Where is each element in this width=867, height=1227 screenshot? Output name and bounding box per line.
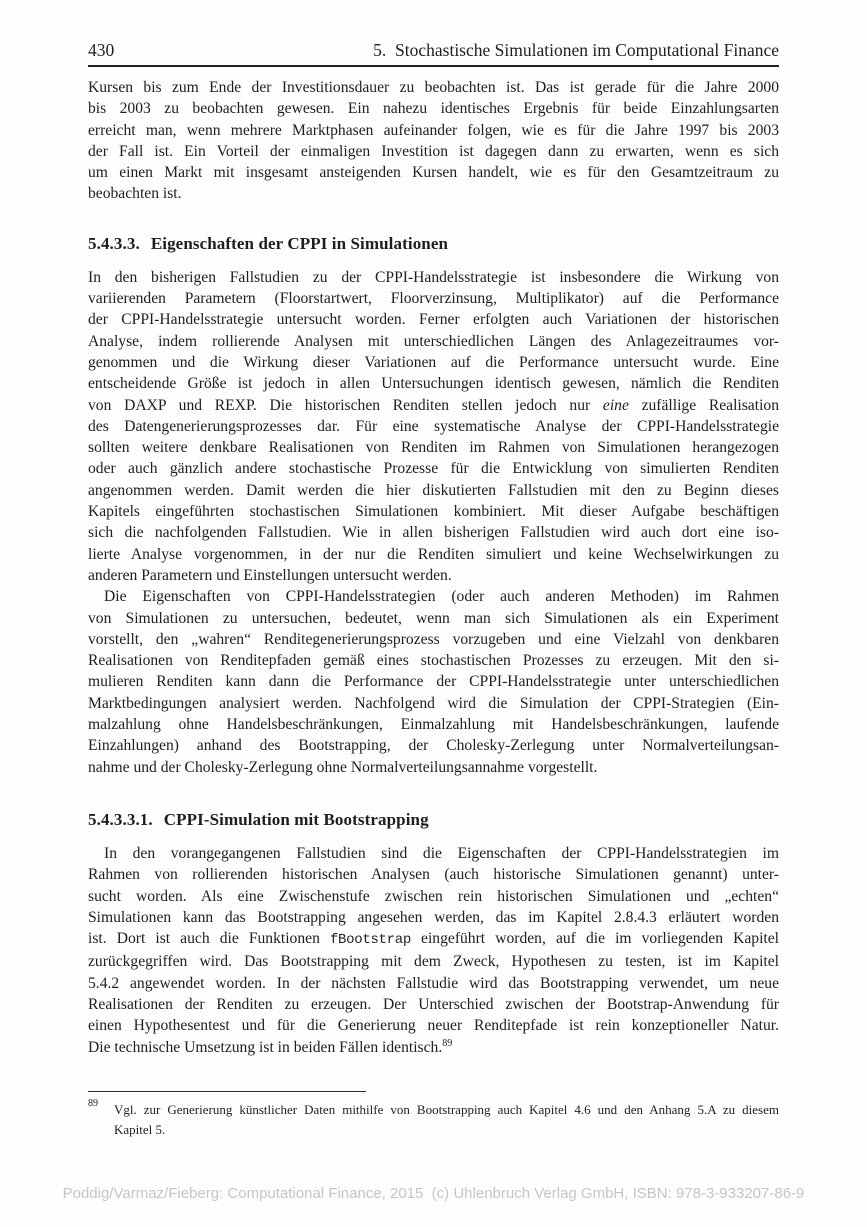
text-line xyxy=(88,629,779,650)
text-run: zufällige Realisation xyxy=(628,396,779,414)
code-inline: fBootstrap xyxy=(329,932,411,949)
paragraph xyxy=(88,586,779,778)
text-line xyxy=(88,994,779,1015)
section-title: Eigenschaften der CPPI in Simulationen xyxy=(150,233,449,253)
text-line xyxy=(88,693,779,714)
text-run: sollten weitere denkbare Realisationen von Renditen im Rahmen von Simulationen herangezogen xyxy=(88,439,779,457)
text-run: Simulationen kann das Bootstrapping angesehen werden, das im Kapitel 2.8.4.3 erläutert worden xyxy=(88,908,779,926)
text-line xyxy=(88,120,779,141)
text-line xyxy=(88,864,779,885)
page-body xyxy=(88,77,779,1058)
text-run: der CPPI-Handelsstrategie untersucht worden. Ferner erfolgten auch Variationen der historischen xyxy=(88,311,779,329)
text-line xyxy=(88,437,779,458)
text-line xyxy=(88,501,779,522)
text-line xyxy=(114,1120,779,1140)
text-run: Marktbedingungen analysiert werden. Nachfolgend wird die Simulation der CPPI-Strategien (Ein- xyxy=(88,694,779,712)
text-run: entscheidende Größe ist jedoch in allen Untersuchungen identisch gewesen, nämlich die Renditen xyxy=(88,375,779,393)
section-number: 5.4.3.3.1. xyxy=(88,809,153,829)
running-chapter-title: 5. Stochastische Simulationen im Computational Finance xyxy=(373,40,779,60)
text-run: eingeführt worden, auf die im vorliegenden Kapitel xyxy=(410,930,779,948)
text-line xyxy=(88,267,779,288)
footnote-area xyxy=(88,1091,779,1139)
text-line xyxy=(88,714,779,735)
text-line xyxy=(88,928,779,951)
text-line xyxy=(88,757,779,778)
text-run: bis 2003 zu beobachten gewesen. Ein nahezu identisches Ergebnis für beide Einzahlungsarten xyxy=(88,100,779,118)
text-run: erreicht man, wenn mehrere Marktphasen aufeinander folgen, wie es für die Jahre 1997 bis 2003 xyxy=(88,121,779,139)
text-run: ist. Dort ist auch die Funktionen xyxy=(88,930,330,948)
text-line xyxy=(88,1015,779,1036)
paragraph xyxy=(88,267,779,586)
text-line xyxy=(88,843,779,864)
text-run: angenommen werden. Damit werden die hier diskutierten Fallstudien mit den zu Beginn dieses xyxy=(88,481,779,499)
text-line xyxy=(88,650,779,671)
text-run: zurückgegriffen wird. Das Bootstrapping mit dem Zweck, Hypothesen zu testen, ist im Kapitel xyxy=(88,953,779,971)
text-line xyxy=(88,735,779,756)
text-run: sich die nachfolgenden Fallstudien. Wie in allen bisherigen Fallstudien wird auch dort eine iso- xyxy=(88,524,779,542)
footnote-marker: 89 xyxy=(88,1098,98,1109)
text-run: Realisationen der Renditen zu erzeugen. Der Unterschied zwischen der Bootstrap-Anwendung für xyxy=(88,995,779,1013)
section-heading xyxy=(88,809,779,831)
text-run: Kapitel 5. xyxy=(114,1121,166,1137)
text-run: einen Hypothesentest und für die Generierung neuer Renditepfade ist rein konzeptioneller Natur. xyxy=(88,1017,779,1035)
footnote-text xyxy=(114,1100,779,1139)
footnote-reference: 89 xyxy=(442,1037,453,1049)
text-run: malzahlung ohne Handelsbeschränkungen, Einmalzahlung mit Handelsbeschränkungen, laufende xyxy=(88,716,779,734)
text-line xyxy=(88,544,779,565)
text-line xyxy=(88,671,779,692)
text-line xyxy=(88,951,779,972)
text-line xyxy=(88,77,779,98)
text-line xyxy=(88,565,779,586)
text-run: von Simulationen zu untersuchen, bedeutet, wenn man sich Simulationen als ein Experiment xyxy=(88,609,779,627)
text-run: 5.4.2 angewendet worden. In der nächsten Fallstudie wird das Bootstrapping verwendet, um neue xyxy=(88,974,779,992)
text-run: nahme und der Cholesky-Zerlegung ohne Normalverteilungsannahme vorgestellt. xyxy=(88,758,598,776)
text-line xyxy=(88,586,779,607)
text-line xyxy=(88,395,779,416)
text-run: des Datengenerierungsprozesses dar. Für eine systematische Analyse der CPPI-Handelsstrategie xyxy=(88,417,779,435)
text-line xyxy=(88,162,779,183)
text-run: In den vorangegangenen Fallstudien sind die Eigenschaften der CPPI-Handelsstrategien im xyxy=(104,844,779,862)
text-column xyxy=(88,40,779,1058)
paragraph xyxy=(88,843,779,1058)
text-run: Analyse, indem rollierende Analysen mit unterschiedlichen Längen des Anlagezeitraumes vor- xyxy=(88,332,779,350)
footnote xyxy=(88,1100,779,1139)
section-title: CPPI-Simulation mit Bootstrapping xyxy=(163,809,429,829)
text-run: lierte Analyse vorgenommen, in der nur die Renditen simuliert und keine Wechselwirkungen zu xyxy=(88,545,779,563)
text-line xyxy=(88,907,779,928)
text-line xyxy=(88,98,779,119)
text-line xyxy=(114,1100,779,1120)
text-run: sucht worden. Als eine Zwischenstufe zwischen rein historischen Simulationen und „echten“ xyxy=(88,887,779,905)
text-run: Einzahlungen) anhand des Bootstrapping, der Cholesky-Zerlegung unter Normalverteilungsan- xyxy=(88,737,779,755)
text-line xyxy=(88,331,779,352)
text-run: variierenden Parametern (Floorstartwert, Floorverzinsung, Multiplikator) auf die Performance xyxy=(88,290,779,308)
text-run: um einen Markt mit insgesamt ansteigenden Kursen handelt, wie es für den Gesamtzeitraum zu xyxy=(88,164,779,182)
text-run: Kursen bis zum Ende der Investitionsdauer zu beobachten ist. Das ist gerade für die Jahre 2000 xyxy=(88,79,779,96)
text-run: von DAXP und REXP. Die historischen Renditen stellen jedoch nur xyxy=(88,396,603,414)
page-number: 430 xyxy=(88,40,115,60)
text-run: anderen Parametern und Einstellungen untersucht werden. xyxy=(88,566,452,584)
text-line xyxy=(88,373,779,394)
text-run: Kapitels eingeführten stochastischen Simulationen kombiniert. Mit dieser Aufgabe beschäftigen xyxy=(88,503,779,521)
paragraph xyxy=(88,77,779,205)
text-line xyxy=(88,522,779,543)
text-line xyxy=(88,141,779,162)
text-line xyxy=(88,480,779,501)
text-line xyxy=(88,183,779,204)
text-run: Realisationen von Renditepfaden gemäß eines stochastischen Prozesses zu erzeugen. Mit den si- xyxy=(88,652,779,670)
text-run: Vgl. zur Generierung künstlicher Daten mithilfe von Bootstrapping auch Kapitel 4.6 und den Anhang 5.A zu diesem xyxy=(114,1102,779,1117)
text-line xyxy=(88,352,779,373)
text-line xyxy=(88,458,779,479)
text-line xyxy=(88,416,779,437)
text-line xyxy=(88,886,779,907)
copyright-footer: Poddig/Varmaz/Fieberg: Computational Finance, 2015 (c) Uhlenbruch Verlag GmbH, ISBN: 978-3-933207-86-9 xyxy=(62,1185,805,1202)
text-line xyxy=(88,1037,779,1058)
text-run: mulieren Renditen kann dann die Performance der CPPI-Handelsstrategie unter unterschiedlichen xyxy=(88,673,779,691)
text-run: eine xyxy=(602,396,629,414)
section-heading xyxy=(88,233,779,255)
text-run: der Fall ist. Ein Vorteil der einmaligen Investition ist dagegen dann zu erwarten, wenn es sich xyxy=(88,142,779,160)
text-line xyxy=(88,288,779,309)
text-run: In den bisherigen Fallstudien zu der CPPI-Handelsstrategie ist insbesondere die Wirkung von xyxy=(88,268,779,286)
footnote-divider xyxy=(88,1091,366,1092)
text-run: oder auch gänzlich andere stochastische Prozesse für die Entwicklung von simulierten Renditen xyxy=(88,460,779,478)
text-run: genommen und die Wirkung dieser Variationen auf die Performance untersucht wurde. Eine xyxy=(88,353,779,371)
text-run: Die technische Umsetzung ist in beiden Fällen identisch. xyxy=(88,1038,443,1056)
text-run: Die Eigenschaften von CPPI-Handelsstrategien (oder auch anderen Methoden) im Rahmen xyxy=(104,588,779,606)
text-run: beobachten ist. xyxy=(88,185,182,203)
text-line xyxy=(88,309,779,330)
section-number: 5.4.3.3. xyxy=(88,233,140,253)
text-line xyxy=(88,608,779,629)
running-header xyxy=(88,40,779,67)
text-line xyxy=(88,973,779,994)
text-run: vorstellt, den „wahren“ Renditegenerierungsprozess vorzugeben und eine Vielzahl von denkbaren xyxy=(88,630,779,648)
text-run: Rahmen von rollierenden historischen Analysen (auch historische Simulationen genannt) unter- xyxy=(88,866,779,884)
